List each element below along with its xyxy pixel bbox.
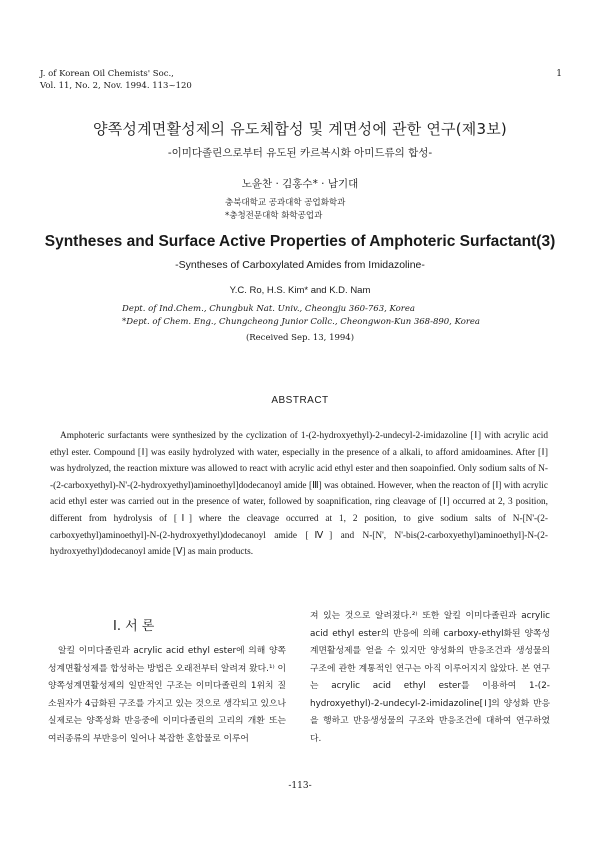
- korean-title: 양쪽성계면활성제의 유도체합성 및 계면성에 관한 연구(제3보): [93, 120, 507, 138]
- english-title: Syntheses and Surface Active Properties of Amphoteric Surfactant(3): [44, 233, 556, 250]
- introduction-left-column: [48, 643, 286, 748]
- abstract-body: [50, 428, 548, 561]
- korean-affiliation-2: *충청전문대학 화학공업과: [225, 211, 323, 221]
- introduction-right-column: [310, 608, 550, 748]
- english-affiliations: [122, 303, 480, 329]
- korean-affiliation-1: 충북대학교 공과대학 공업화학과: [225, 198, 346, 208]
- english-affiliation-2: *Dept. of Chem. Eng., Chungcheong Junior Collc., Cheongwon-Kun 368-890, Korea: [122, 317, 480, 327]
- korean-affiliations: [225, 197, 345, 223]
- english-authors: Y.C. Ro, H.S. Kim* and K.D. Nam: [229, 285, 371, 296]
- introduction-heading: Ⅰ. 서 론: [113, 619, 155, 634]
- journal-name: J. of Korean Oil Chemists' Soc.,: [40, 69, 174, 79]
- page-number: 1: [556, 69, 562, 79]
- introduction-right-text: 져 있는 것으로 알려졌다.²⁾ 또한 알킬 이미다졸린과 acrylic acid ethyl ester의 반응에 의해 carboxy-ethyl화된 양쪽성계면활성제를 얻을 수 있지만 양성화의 반응조건과 생성물의 구조에 관한 계통적인 연구는 아직 이루어지지 않았다. 본 연구는 acrylic acid ethyl ester를 이용하여 1-(2-hydroxyethyl)-2-undecyl-2-imidazoline[Ⅰ]의 양성화 반응을 행하고 반응생성물의 구조와 반응조건에 대하여 연구하였다.: [310, 611, 550, 744]
- abstract-heading: ABSTRACT: [271, 395, 329, 406]
- abstract-text: Amphoteric surfactants were synthesized by the cyclization of 1-(2-hydroxyethyl)-2-undecyl-2-imidazoline [Ⅰ] with acrylic acid ethyl ester. Compound [Ⅰ] was easily hydrolyzed with water, especially in the presence of a alkali, to afford amidoamines. After [Ⅰ] was hydrolyzed, the reaction mixture was allowed to react with acrylic acid ethyl ester and then soapoinfied. Only sodium salts of N--(2-carboxyethyl)-N'-(2-hydroxyethyl)aminoethyl]dodecanoyl amide [Ⅲ] was obtained. However, when the reacton of [Ⅰ] with acrylic acid ethyl ester was carried out in the presence of water, followed by soapnification, ring cleavage of [Ⅰ] occurred at 2, 3 position, different from hydrolysis of [Ⅰ] where the cleavage occurred at 1, 2 position, to give sodium salts of N-[N'-(2-carboxyethyl)aminoethyl]-N-(2-hydroxyethyl)dodecanoyl amide [Ⅳ] and N-[N', N'-bis(2-carboxyethyl)aminoethyl]-N-(2-hydroxyethyl)dodecanoyl amide [Ⅴ] as main products.: [50, 431, 548, 558]
- korean-subtitle: -이미다졸린으로부터 유도된 카르복시화 아미드류의 합성-: [167, 147, 433, 159]
- journal-citation: [40, 69, 192, 92]
- english-affiliation-1: Dept. of Ind.Chem., Chungbuk Nat. Univ., Cheongju 360-763, Korea: [122, 304, 415, 314]
- korean-authors: 노윤찬 · 김홍수* · 남기대: [241, 178, 359, 190]
- journal-volume: Vol. 11, No. 2, Nov. 1994. 113~120: [40, 80, 192, 91]
- english-subtitle: -Syntheses of Carboxylated Amides from Imidazoline-: [175, 259, 425, 271]
- footer-page-number: -113-: [288, 781, 312, 791]
- received-date: (Received Sep. 13, 1994): [245, 333, 355, 343]
- introduction-left-text: 알킬 이미다졸린과 acrylic acid ethyl ester에 의해 양쪽성계면활성제를 합성하는 방법은 오래전부터 알려져 왔다.¹⁾ 이 양쪽성계면활성제의 일반적인 구조는 이미다졸린의 1위치 질소원자가 4급화된 구조를 가지고 있는 것으로 생각되고 있으나 실제로는 양쪽성화 반응중에 이미다졸린의 고리의 개환 또는 여러종류의 부반응이 일어나 복잡한 혼합물로 이루어: [48, 646, 286, 744]
